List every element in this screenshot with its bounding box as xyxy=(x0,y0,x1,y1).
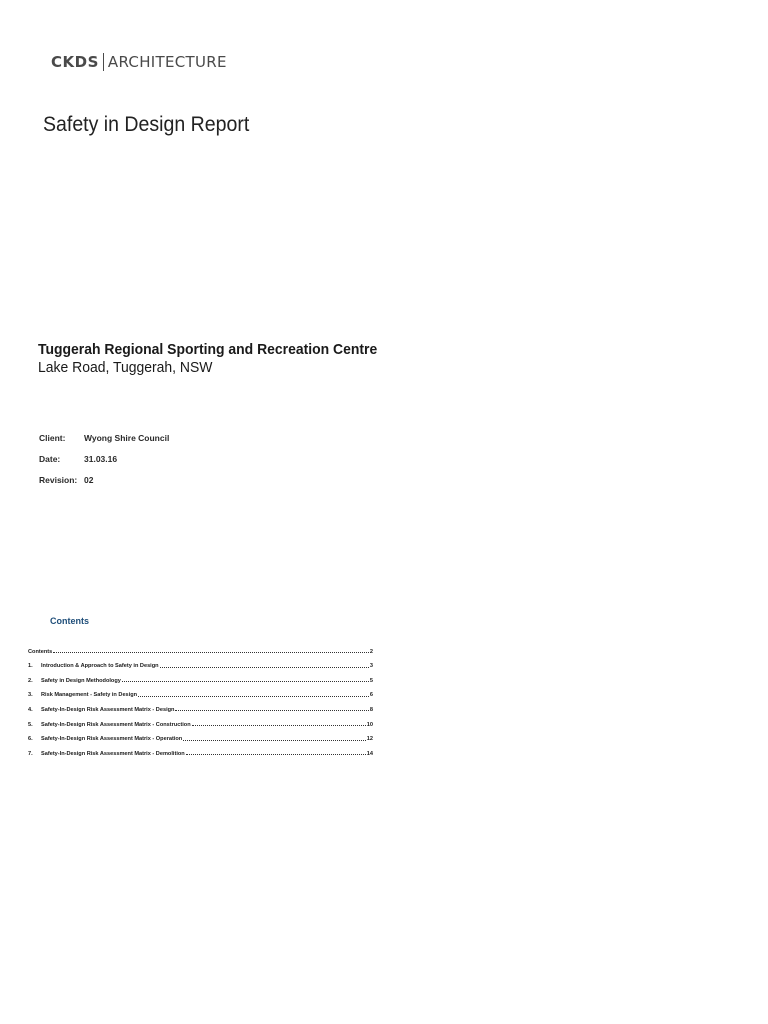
toc-entry-number: 4. xyxy=(28,706,33,713)
toc-entry[interactable] xyxy=(28,713,373,728)
toc-entry-page: 8 xyxy=(369,706,373,713)
revision-value: 02 xyxy=(84,474,94,485)
toc-dot-leader xyxy=(138,696,369,697)
toc-entry[interactable] xyxy=(28,728,373,743)
revision-row xyxy=(39,469,169,490)
toc-entry-title: Safety-In-Design Risk Assessment Matrix - Demolition xyxy=(41,750,185,757)
toc-entry[interactable] xyxy=(28,655,373,670)
toc-entry-title: Safety-In-Design Risk Assessment Matrix - Operation xyxy=(41,736,183,743)
toc-entry-title: Safety in Design Methodology xyxy=(41,677,121,684)
toc-entry-title: Safety-In-Design Risk Assessment Matrix - Design xyxy=(41,706,175,713)
report-details xyxy=(39,427,169,490)
toc-entry-page: 12 xyxy=(366,736,373,743)
toc-entry-page: 10 xyxy=(366,721,373,728)
logo-divider xyxy=(103,53,104,71)
toc-entry-title: Introduction & Approach to Safety in Design xyxy=(41,663,159,670)
client-row xyxy=(39,427,169,448)
logo-wordmark: ARCHITECTURE xyxy=(107,53,227,71)
report-title: Safety in Design Report xyxy=(43,113,250,136)
toc-entry-number: 6. xyxy=(28,736,33,743)
toc-entry-number: 2. xyxy=(28,677,33,684)
toc-entry-number: 7. xyxy=(28,750,33,757)
date-row xyxy=(39,448,169,469)
client-label: Client: xyxy=(39,432,66,443)
toc-dot-leader xyxy=(186,754,366,755)
toc-entry-number: 1. xyxy=(28,663,33,670)
date-value: 31.03.16 xyxy=(84,453,118,464)
client-value: Wyong Shire Council xyxy=(84,432,170,443)
toc-entry[interactable] xyxy=(28,669,373,684)
toc-entry[interactable] xyxy=(28,698,373,713)
toc-dot-leader xyxy=(53,652,369,653)
toc-entry-page: 6 xyxy=(369,692,373,699)
toc-entry[interactable] xyxy=(28,742,373,757)
project-name: Tuggerah Regional Sporting and Recreation Centre xyxy=(38,341,378,358)
toc-entry-number: 5. xyxy=(28,721,33,728)
toc-entry[interactable] xyxy=(28,640,373,655)
toc-dot-leader xyxy=(175,710,368,711)
toc-entry-number: 3. xyxy=(28,692,33,699)
toc-entry-title: Contents xyxy=(28,648,53,655)
date-label: Date: xyxy=(39,453,61,464)
toc-entry-page: 3 xyxy=(369,663,373,670)
logo-mark: CKDS xyxy=(51,53,99,71)
contents-heading: Contents xyxy=(50,616,89,626)
toc-dot-leader xyxy=(183,740,366,741)
toc-entry-page: 14 xyxy=(366,750,373,757)
toc-entry-page: 5 xyxy=(369,677,373,684)
revision-label: Revision: xyxy=(39,474,78,485)
toc-entry-title: Safety-In-Design Risk Assessment Matrix - Construction xyxy=(41,721,191,728)
toc-dot-leader xyxy=(192,725,366,726)
project-address: Lake Road, Tuggerah, NSW xyxy=(38,359,213,376)
toc-entry-page: 2 xyxy=(369,648,373,655)
company-logo xyxy=(51,52,227,72)
toc-entry[interactable] xyxy=(28,684,373,699)
table-of-contents xyxy=(28,640,373,757)
toc-dot-leader xyxy=(160,667,369,668)
toc-entry-title: Risk Management - Safety in Design xyxy=(41,692,138,699)
toc-dot-leader xyxy=(122,681,369,682)
